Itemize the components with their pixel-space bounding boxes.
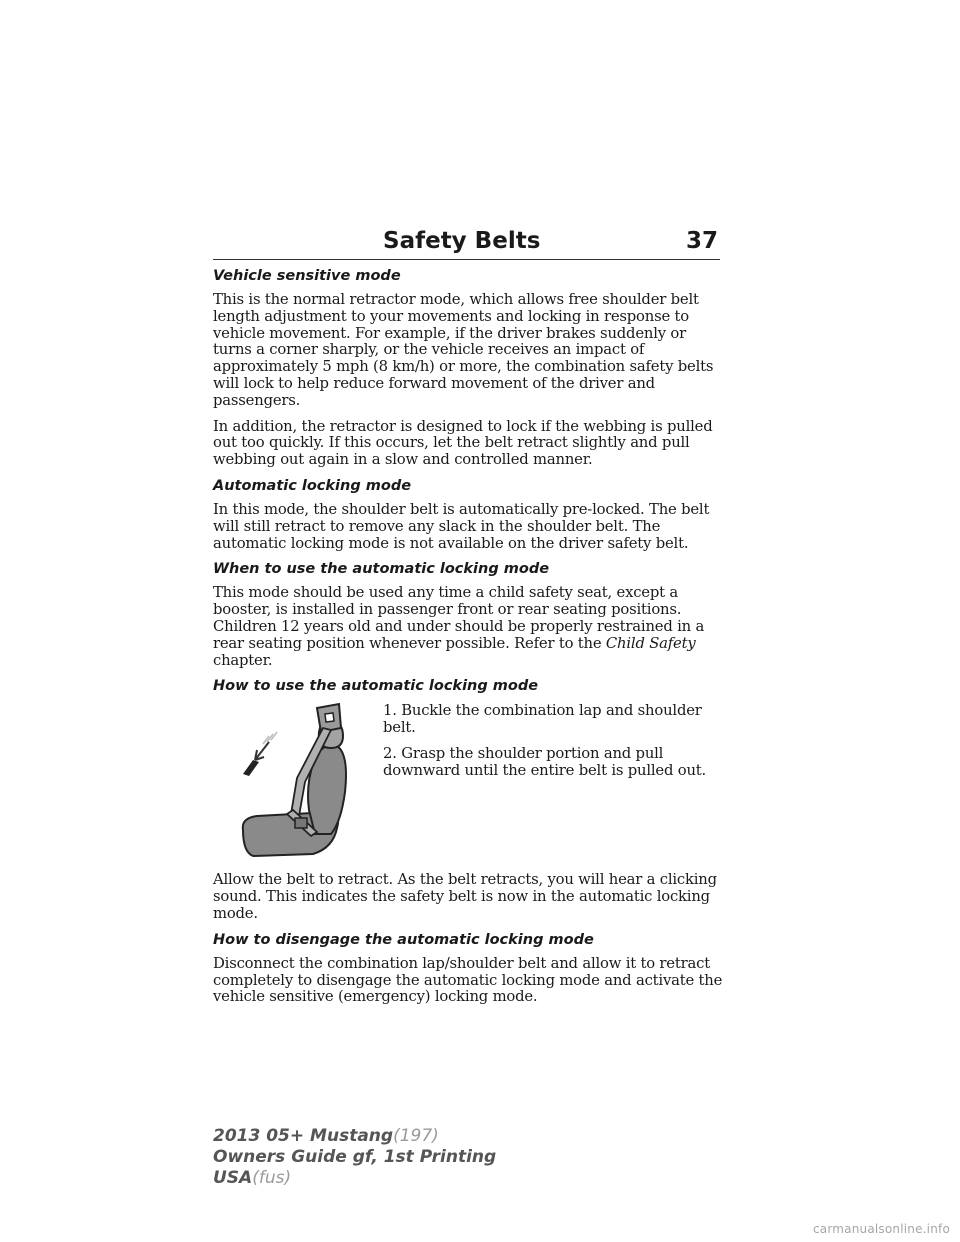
page-title: Safety Belts (383, 228, 541, 254)
seat-belt-illustration-icon (213, 702, 379, 872)
heading-vehicle-sensitive-mode: Vehicle sensitive mode (213, 268, 401, 284)
heading-when-to-use: When to use the automatic locking mode (213, 561, 550, 578)
header-divider (213, 259, 720, 260)
document-footer (213, 1126, 496, 1189)
when-to-use-text-end: chapter. (213, 651, 273, 669)
child-safety-reference: Child Safety (605, 634, 696, 652)
heading-automatic-locking-mode: Automatic locking mode (213, 477, 412, 494)
paragraph-vehicle-sensitive-2: In addition, the retractor is designed to lock if the webbing is pulled out too quickly. If this occurs, let the belt retract slightly and pull webbing out again in a slow and controlled manner. (213, 417, 713, 469)
step-1: 1. Buckle the combination lap and shoulder belt. (383, 702, 702, 737)
footer-guide: Owners Guide gf, 1st Printing (213, 1147, 497, 1167)
watermark: carmanualsonline.info (813, 1222, 950, 1236)
step-2: 2. Grasp the shoulder portion and pull downward until the entire belt is pulled out. (383, 744, 707, 779)
page-content (213, 268, 723, 1015)
paragraph-vehicle-sensitive-1: This is the normal retractor mode, which allows free shoulder belt length adjustment to your movements and locking in response to vehicle movement. For example, if the driver brakes suddenly or turns a corner sharply, or the vehicle receives an impact of approximately 5 mph (8 km/h) or more, the combination safety belts will lock to help reduce forward movement of the driver and passengers. (213, 291, 714, 409)
page-number: 37 (686, 228, 719, 254)
footer-market-code: (fus) (252, 1168, 292, 1188)
heading-how-to-use: How to use the automatic locking mode (213, 678, 539, 695)
footer-line-2 (213, 1147, 496, 1168)
footer-model-code: (197) (393, 1126, 439, 1146)
footer-line-1 (213, 1126, 496, 1147)
steps-list (383, 702, 723, 872)
paragraph-when-to-use (213, 585, 723, 669)
footer-line-3 (213, 1168, 496, 1189)
when-to-use-text-start: This mode should be used any time a child safety seat, except a booster, is installed in passenger front or rear seating positions. Children 12 years old and under should be properly restrained in a rear seating position whenever possible. Refer to the (213, 584, 705, 652)
footer-market: USA (213, 1168, 253, 1188)
paragraph-allow-retract: Allow the belt to retract. As the belt retracts, you will hear a clicking sound. This indicates the safety belt is now in the automatic locking mode. (213, 871, 717, 922)
footer-model: 2013 05+ Mustang (213, 1126, 394, 1146)
paragraph-how-to-disengage: Disconnect the combination lap/shoulder belt and allow it to retract completely to disengage the automatic locking mode and activate the vehicle sensitive (emergency) locking mode. (213, 954, 723, 1006)
heading-how-to-disengage: How to disengage the automatic locking mode (213, 931, 594, 948)
paragraph-automatic-locking: In this mode, the shoulder belt is automatically pre-locked. The belt will still retract to remove any slack in the shoulder belt. The automatic locking mode is not available on the driver safety belt. (213, 500, 710, 552)
how-to-use-figure-row (213, 702, 723, 872)
